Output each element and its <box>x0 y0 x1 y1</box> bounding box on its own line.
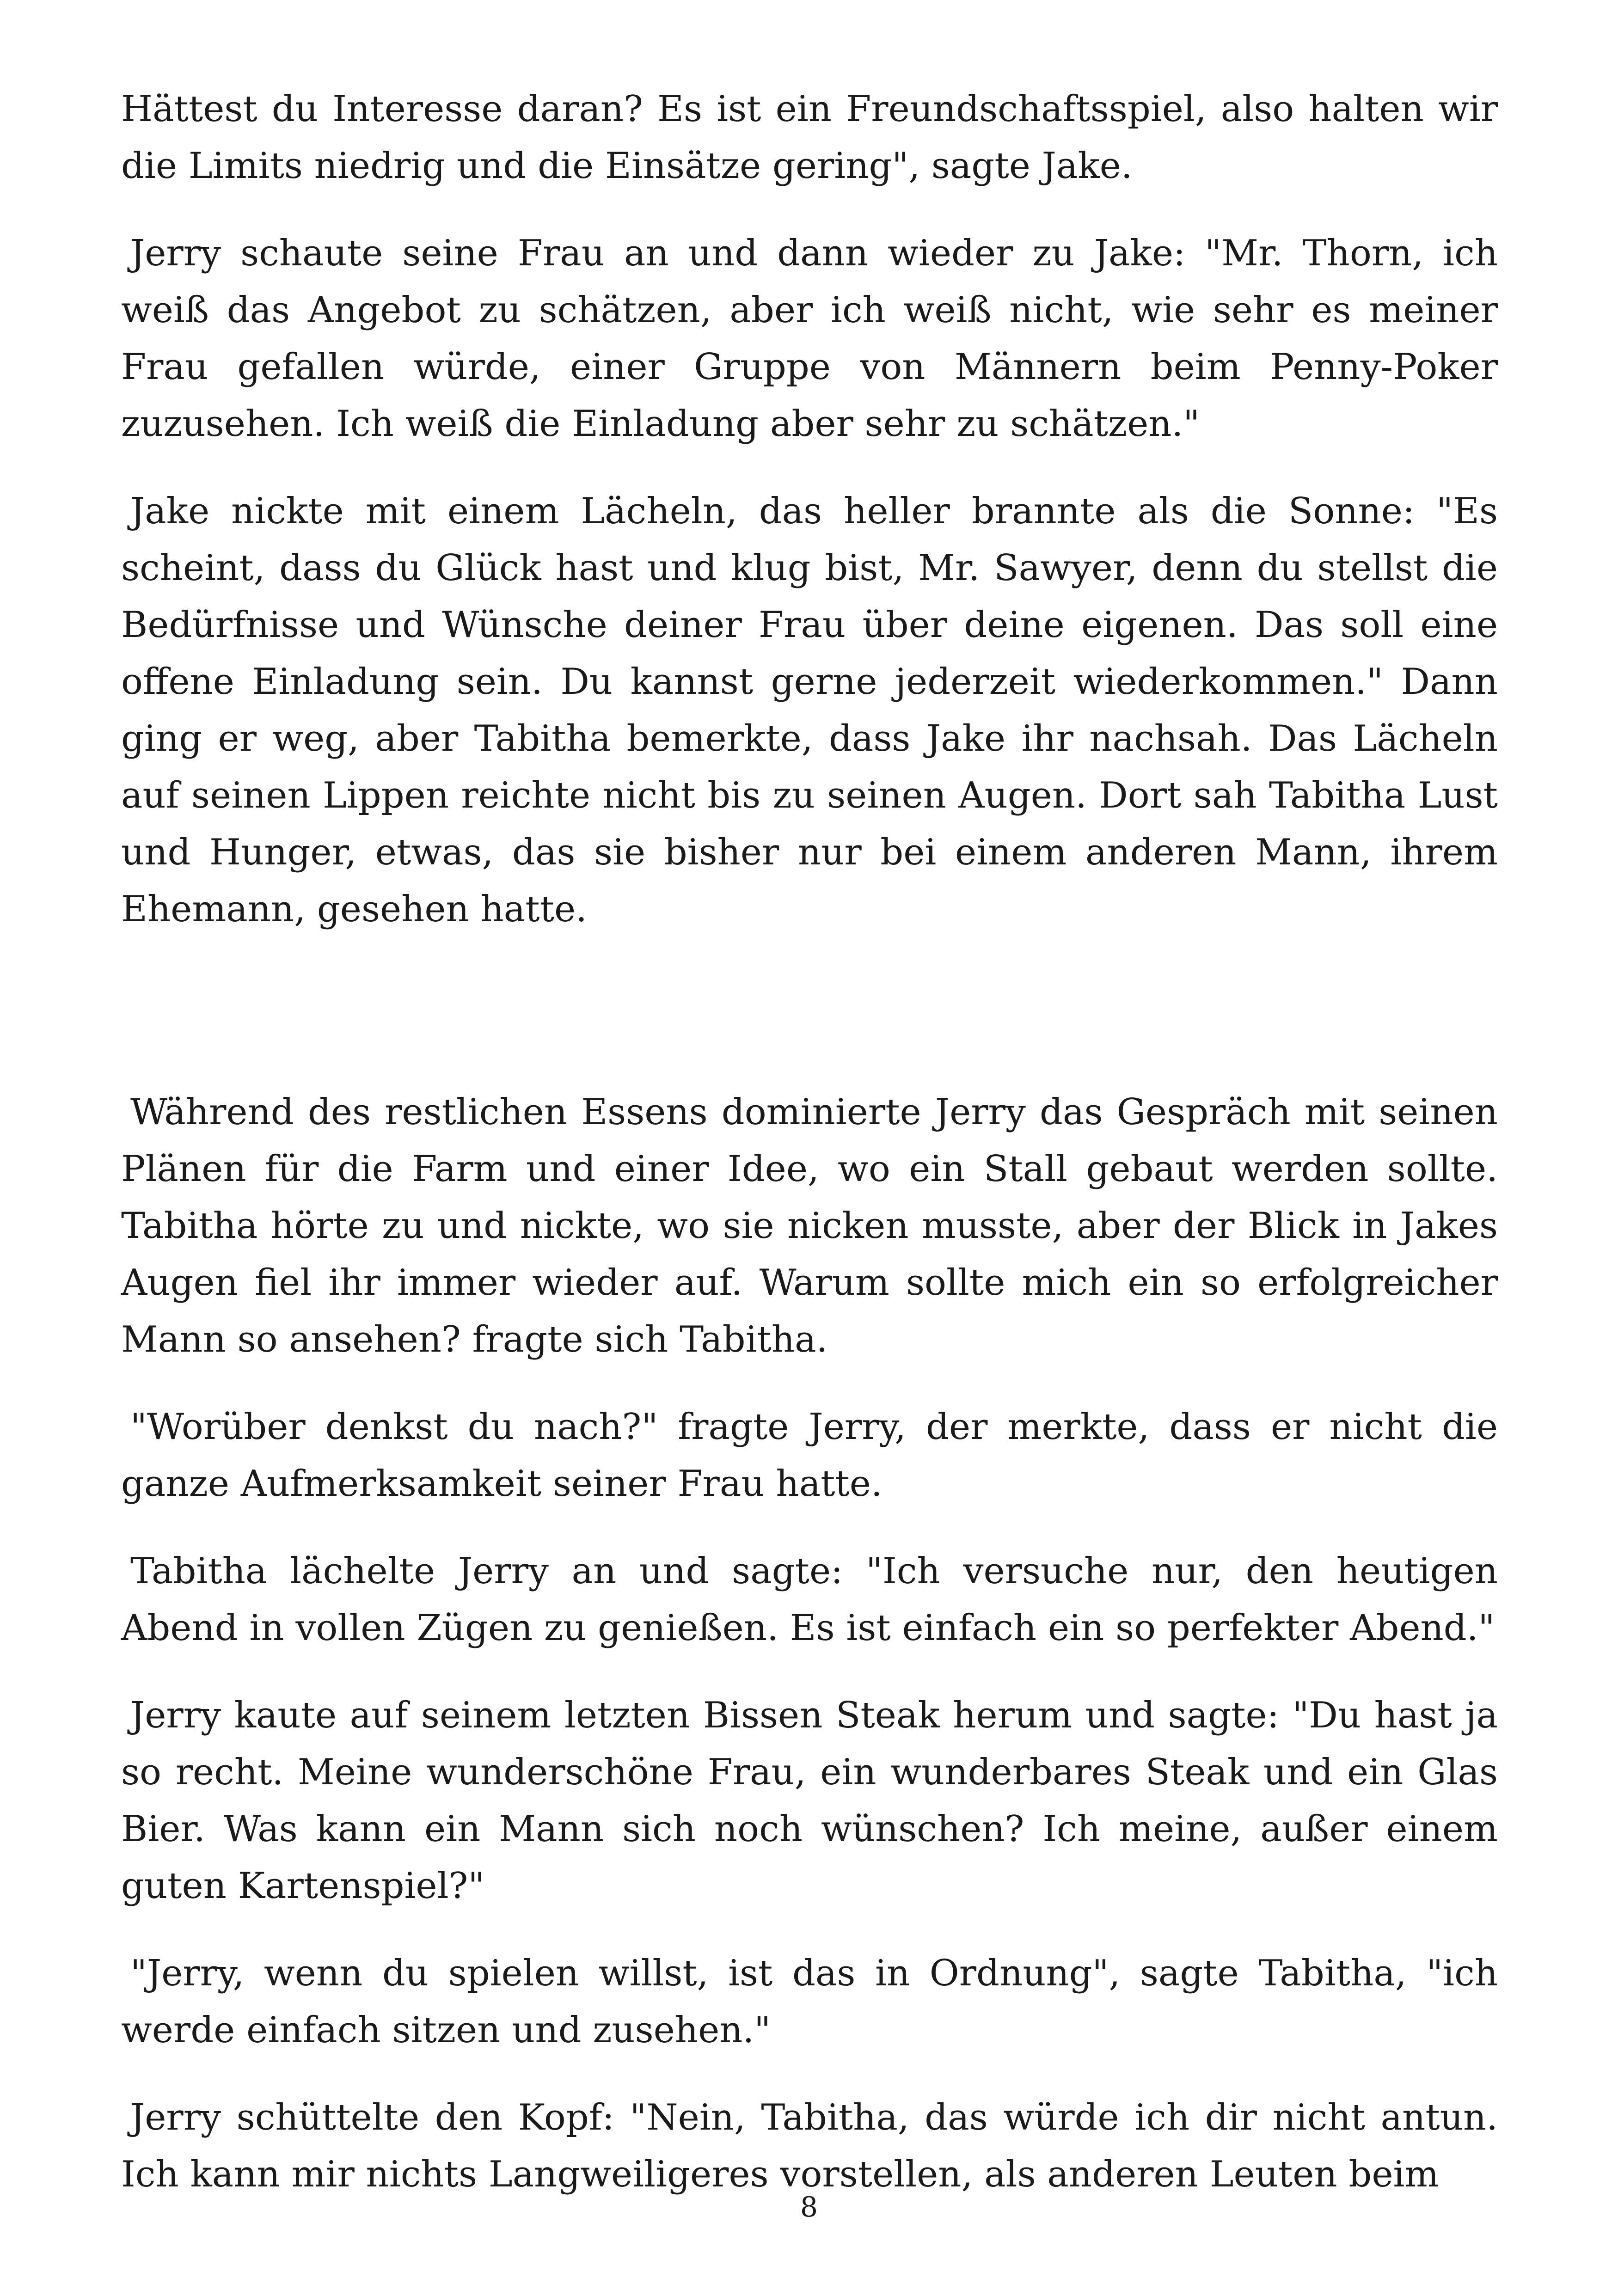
paragraph: "Jerry, wenn du spielen willst, ist das in Ordnung", sagte Tabitha, "ich werde einfach sitzen und zusehen." <box>121 1953 1498 2051</box>
paragraph: Jerry kaute auf seinem letzten Bissen Steak herum und sagte: "Du hast ja so recht. Meine wunderschöne Frau, ein wunderbares Steak und ein Glas Bier. Was kann ein Mann sich noch wünschen? Ich meine, außer einem guten Kartenspiel?" <box>121 1695 1498 1907</box>
page-number: 8 <box>800 2191 818 2223</box>
body-text <box>121 81 1498 2234</box>
paragraph: Während des restlichen Essens dominierte Jerry das Gespräch mit seinen Plänen für die Farm und einer Idee, wo ein Stall gebaut werden sollte. Tabitha hörte zu und nickte, wo sie nicken musste, aber der Blick in Jakes Augen fiel ihr immer wieder auf. Warum sollte mich ein so erfolgreicher Mann so ansehen? fragte sich Tabitha. <box>121 1091 1498 1360</box>
paragraph: Hättest du Interesse daran? Es ist ein Freundschaftsspiel, also halten wir die Limits niedrig und die Einsätze gering", sagte Jake. <box>121 88 1498 187</box>
paragraph: "Worüber denkst du nach?" fragte Jerry, der merkte, dass er nicht die ganze Aufmerksamkeit seiner Frau hatte. <box>121 1406 1498 1505</box>
paragraph: Jerry schaute seine Frau an und dann wieder zu Jake: "Mr. Thorn, ich weiß das Angebot zu schätzen, aber ich weiß nicht, wie sehr es meiner Frau gefallen würde, einer Gruppe von Männern beim Penny-Poker zuzusehen. Ich weiß die Einladung aber sehr zu schätzen." <box>121 233 1498 445</box>
paragraph: Jake nickte mit einem Lächeln, das heller brannte als die Sonne: "Es scheint, dass du Glück hast und klug bist, Mr. Sawyer, denn du stellst die Bedürfnisse und Wünsche deiner Frau über deine eigenen. Das soll eine offene Einladung sein. Du kannst gerne jederzeit wiederkommen." Dann ging er weg, aber Tabitha bemerkte, dass Jake ihr nachsah. Das Lächeln auf seinen Lippen reichte nicht bis zu seinen Augen. Dort sah Tabitha Lust und Hunger, etwas, das sie bisher nur bei einem anderen Mann, ihrem Ehemann, gesehen hatte. <box>121 490 1498 930</box>
section-break <box>121 968 1498 1084</box>
paragraph: Tabitha lächelte Jerry an und sagte: "Ich versuche nur, den heutigen Abend in vollen Zügen zu genießen. Es ist einfach ein so perfekter Abend." <box>121 1550 1498 1649</box>
paragraph: Jerry schüttelte den Kopf: "Nein, Tabitha, das würde ich dir nicht antun. Ich kann mir nichts Langweiligeres vorstellen, als anderen Leuten beim <box>121 2097 1498 2195</box>
